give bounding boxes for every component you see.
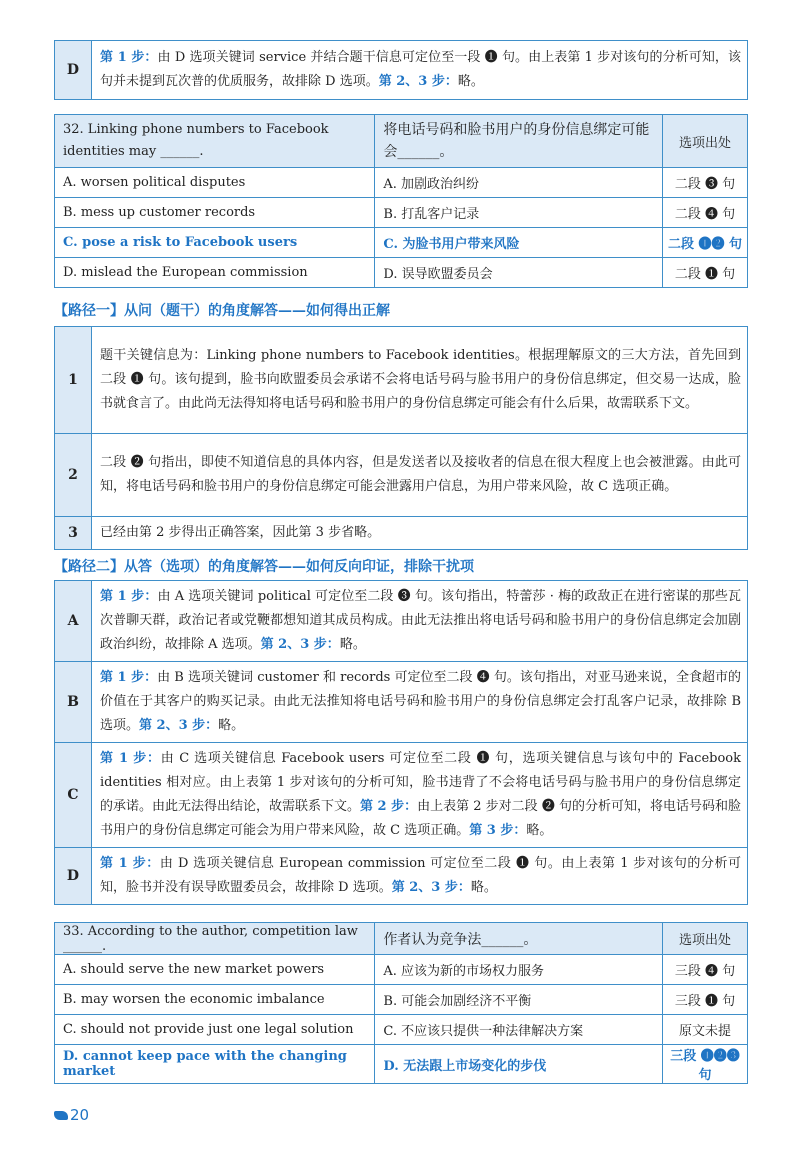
table-row-correct: D. cannot keep pace with the changing market D. 无法跟上市场变化的步伐 三段 ❶❷❸ 句 [55, 1045, 748, 1084]
option-label: A [55, 581, 92, 662]
table-row-correct: C. pose a risk to Facebook users C. 为脸书用户带来风险 二段 ❶❷ 句 [55, 228, 748, 258]
path2-title: 【路径二】从答（选项）的角度解答——如何反向印证，排除干扰项 [54, 559, 474, 575]
q32-options-table [54, 114, 748, 288]
path1-title: 【路径一】从问（题干）的角度解答——如何得出正解 [54, 303, 390, 319]
source-header: 选项出处 [663, 923, 748, 955]
option-row [55, 743, 748, 848]
question-stem-en: 32. Linking phone numbers to Facebook identities may ______. [55, 115, 375, 168]
option-row [55, 581, 748, 662]
option-analysis: 第 1 步：由 D 选项关键信息 European commission 可定位至二段 ❶ 句。由上表第 1 步对该句的分析可知，脸书并没有误导欧盟委员会，故排除 D 选项。第 2、3 步：略。 [92, 848, 748, 905]
step-row [55, 434, 748, 517]
table-header [55, 115, 748, 168]
option-label: D [55, 41, 92, 100]
option-label: D [55, 848, 92, 905]
table-row: B. may worsen the economic imbalance B. 可能会加剧经济不平衡 三段 ❶ 句 [55, 985, 748, 1015]
step-row [55, 327, 748, 434]
step-text: 已经由第 2 步得出正确答案，因此第 3 步省略。 [92, 517, 748, 550]
question-stem-zh: 将电话号码和脸书用户的身份信息绑定可能会______。 [375, 115, 663, 168]
table-header [55, 923, 748, 955]
step-label: 3 [55, 517, 92, 550]
step-text: 题干关键信息为：Linking phone numbers to Facebook identities。根据理解原文的三大方法，首先回到二段 ❶ 句。该句提到，脸书向欧盟委员会承诺不会将电话号码与脸书用户的身份信息绑定，但交易一达成，脸书就食言了。由此尚无法得知将电话号码和脸书用户的身份信息绑定可能会有什么后果，故需联系下文。 [92, 327, 748, 434]
top-analysis-block [54, 40, 748, 100]
page-number: 20 [70, 1106, 90, 1124]
option-label: C [55, 743, 92, 848]
option-analysis: 第 1 步：由 A 选项关键词 political 可定位至二段 ❸ 句。该句指出，特蕾莎 · 梅的政敌正在进行密谋的那些瓦次普聊天群，政治记者或党鞭都想知道其成员构成。由此无法推出将电话号码和脸书用户的身份信息绑定会加剧政治纠纷，故排除 A 选项。第 2、3 步：略。 [92, 581, 748, 662]
step-row [55, 517, 748, 550]
path2-table [54, 580, 748, 905]
source-header: 选项出处 [663, 115, 748, 168]
option-row [55, 662, 748, 743]
table-row: D. mislead the European commission D. 误导欧盟委员会 二段 ❶ 句 [55, 258, 748, 288]
option-analysis: 第 1 步：由 C 选项关键信息 Facebook users 可定位至二段 ❶ 句，选项关键信息与该句中的 Facebook identities 相对应。由上表第 1 步对该句的分析可知，脸书违背了不会将电话号码与脸书用户的身份信息绑定的承诺。由此无法得出结论，故需联系下文。第 2 步：由上表第 2 步对二段 ❷ 句的分析可知，将电话号码和脸书用户的身份信息绑定可能会为用户带来风险，故 C 选项正确。第 3 步：略。 [92, 743, 748, 848]
q33-options-table [54, 922, 748, 1084]
table-row: A. worsen political disputes A. 加剧政治纠纷 二段 ❸ 句 [55, 168, 748, 198]
table-row: C. should not provide just one legal solution C. 不应该只提供一种法律解决方案 原文未提 [55, 1015, 748, 1045]
book-icon [54, 1111, 68, 1120]
table-row: A. should serve the new market powers A. 应该为新的市场权力服务 三段 ❹ 句 [55, 955, 748, 985]
path1-table [54, 326, 748, 550]
option-analysis: 第 1 步：由 B 选项关键词 customer 和 records 可定位至二段 ❹ 句。该句指出，对亚马逊来说，全食超市的价值在于其客户的购买记录。由此无法推知将电话号码和脸书用户的身份信息绑定会打乱客户记录，故排除 B 选项。第 2、3 步：略。 [92, 662, 748, 743]
question-stem-zh: 作者认为竞争法______。 [375, 923, 663, 955]
analysis-text: 第 1 步：由 D 选项关键词 service 并结合题干信息可定位至一段 ❶ 句。由上表第 1 步对该句的分析可知，该句并未提到瓦次普的优质服务，故排除 D 选项。第 2、3 步：略。 [92, 41, 748, 100]
table-row: B. mess up customer records B. 打乱客户记录 二段 ❹ 句 [55, 198, 748, 228]
page-footer [54, 1106, 89, 1124]
step-label: 2 [55, 434, 92, 517]
step-text: 二段 ❷ 句指出，即使不知道信息的具体内容，但是发送者以及接收者的信息在很大程度上也会被泄露。由此可知，将电话号码和脸书用户的身份信息绑定可能会泄露用户信息，为用户带来风险，故 C 选项正确。 [92, 434, 748, 517]
question-stem-en: 33. According to the author, competition law ______. [55, 923, 375, 955]
step-label: 1 [55, 327, 92, 434]
option-row [55, 848, 748, 905]
option-label: B [55, 662, 92, 743]
